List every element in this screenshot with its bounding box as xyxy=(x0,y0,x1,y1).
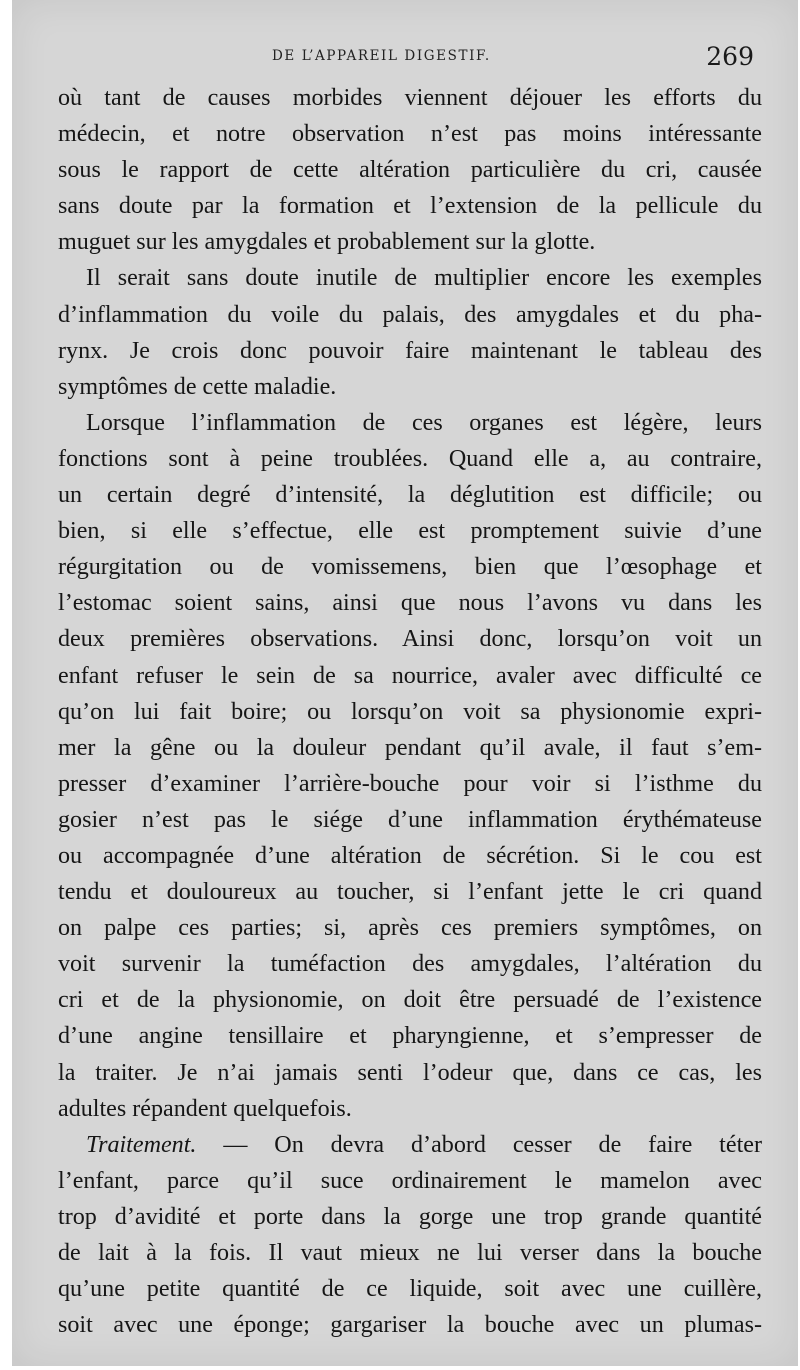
text-line xyxy=(58,405,762,441)
line-text: soit avec une éponge; gargariser la bouche avec un plumas- xyxy=(58,1312,762,1339)
line-text: bien, si elle s’effectue, elle est promptement suivie d’une xyxy=(58,518,762,545)
line-text: l’estomac soient sains, ainsi que nous l’avons vu dans les xyxy=(58,590,762,617)
text-line xyxy=(58,910,762,946)
text-line xyxy=(58,224,762,260)
line-text: mer la gêne ou la douleur pendant qu’il avale, il faut s’em- xyxy=(58,734,762,761)
line-text: presser d’examiner l’arrière-bouche pour voir si l’isthme du xyxy=(58,770,762,797)
text-line xyxy=(58,1018,762,1054)
text-line xyxy=(58,1235,762,1271)
text-line xyxy=(58,441,762,477)
text-line xyxy=(58,116,762,152)
line-text: l’enfant, parce qu’il suce ordinairement le mamelon avec xyxy=(58,1167,762,1194)
text-line xyxy=(58,297,762,333)
line-text: on palpe ces parties; si, après ces premiers symptômes, on xyxy=(58,915,762,942)
page-number: 269 xyxy=(706,42,754,71)
body-text xyxy=(58,80,762,1343)
text-line xyxy=(58,874,762,910)
text-line xyxy=(58,838,762,874)
text-line xyxy=(58,1199,762,1235)
line-text: tendu et douloureux au toucher, si l’enfant jette le cri quand xyxy=(58,879,762,906)
line-text: sans doute par la formation et l’extension de la pellicule du xyxy=(58,193,762,220)
text-line xyxy=(58,1271,762,1307)
text-line xyxy=(58,188,762,224)
text-line xyxy=(58,549,762,585)
text-line xyxy=(58,1127,762,1163)
line-text: ou accompagnée d’une altération de sécrétion. Si le cou est xyxy=(58,842,762,869)
line-text: Lorsque l’inflammation de ces organes est légère, leurs xyxy=(86,409,762,436)
text-line xyxy=(58,658,762,694)
text-line xyxy=(58,946,762,982)
line-text: qu’on lui fait boire; ou lorsqu’on voit sa physionomie expri- xyxy=(58,698,762,725)
section-heading: Traitement. xyxy=(86,1131,197,1158)
line-text: — On devra d’abord cesser de faire téter xyxy=(196,1131,762,1158)
line-text: médecin, et notre observation n’est pas moins intéressante xyxy=(58,121,762,148)
text-line xyxy=(58,1055,762,1091)
line-text: cri et de la physionomie, on doit être persuadé de l’existence xyxy=(58,987,762,1014)
line-text: rynx. Je crois donc pouvoir faire maintenant le tableau des xyxy=(58,337,762,364)
line-text: gosier n’est pas le siége d’une inflammation érythémateuse xyxy=(58,806,762,833)
text-line xyxy=(58,333,762,369)
line-text: où tant de causes morbides viennent déjouer les efforts du xyxy=(58,85,762,111)
line-text: trop d’avidité et porte dans la gorge une trop grande quantité xyxy=(58,1203,762,1230)
line-text: deux premières observations. Ainsi donc, lorsqu’on voit un xyxy=(58,626,762,653)
text-line xyxy=(58,802,762,838)
text-line xyxy=(58,80,762,116)
book-page xyxy=(12,0,798,1366)
text-line xyxy=(58,1163,762,1199)
text-line xyxy=(58,766,762,802)
text-line xyxy=(58,1307,762,1343)
line-text: de lait à la fois. Il vaut mieux ne lui verser dans la bouche xyxy=(58,1240,762,1266)
line-text: adultes répandent quelquefois. xyxy=(58,1095,352,1122)
text-line xyxy=(58,369,762,405)
text-line xyxy=(58,513,762,549)
line-text: régurgitation ou de vomissemens, bien que l’œsophage et xyxy=(58,554,762,581)
line-text: voit survenir la tuméfaction des amygdales, l’altération du xyxy=(58,951,762,978)
line-text: enfant refuser le sein de sa nourrice, avaler avec difficulté ce xyxy=(58,662,762,689)
line-text: fonctions sont à peine troublées. Quand elle a, au contraire, xyxy=(58,445,762,472)
line-text: Il serait sans doute inutile de multiplier encore les exemples xyxy=(86,265,762,292)
running-title: DE L’APPAREIL DIGESTIF. xyxy=(272,48,491,64)
line-text: sous le rapport de cette altération particulière du cri, causée xyxy=(58,157,762,184)
text-line xyxy=(58,477,762,513)
line-text: qu’une petite quantité de ce liquide, soit avec une cuillère, xyxy=(58,1276,762,1303)
text-line xyxy=(58,260,762,296)
line-text: muguet sur les amygdales et probablement sur la glotte. xyxy=(58,229,596,256)
line-text: d’inflammation du voile du palais, des amygdales et du pha- xyxy=(58,301,762,328)
text-line xyxy=(58,730,762,766)
page-header xyxy=(272,42,754,76)
text-line xyxy=(58,982,762,1018)
text-line xyxy=(58,152,762,188)
line-text: symptômes de cette maladie. xyxy=(58,373,337,400)
line-text: un certain degré d’intensité, la déglutition est difficile; ou xyxy=(58,482,762,509)
text-line xyxy=(58,621,762,657)
text-line xyxy=(58,1091,762,1127)
line-text: d’une angine tensillaire et pharyngienne, et s’empresser de xyxy=(58,1023,762,1050)
line-text: la traiter. Je n’ai jamais senti l’odeur que, dans ce cas, les xyxy=(58,1059,762,1086)
text-line xyxy=(58,694,762,730)
text-line xyxy=(58,585,762,621)
